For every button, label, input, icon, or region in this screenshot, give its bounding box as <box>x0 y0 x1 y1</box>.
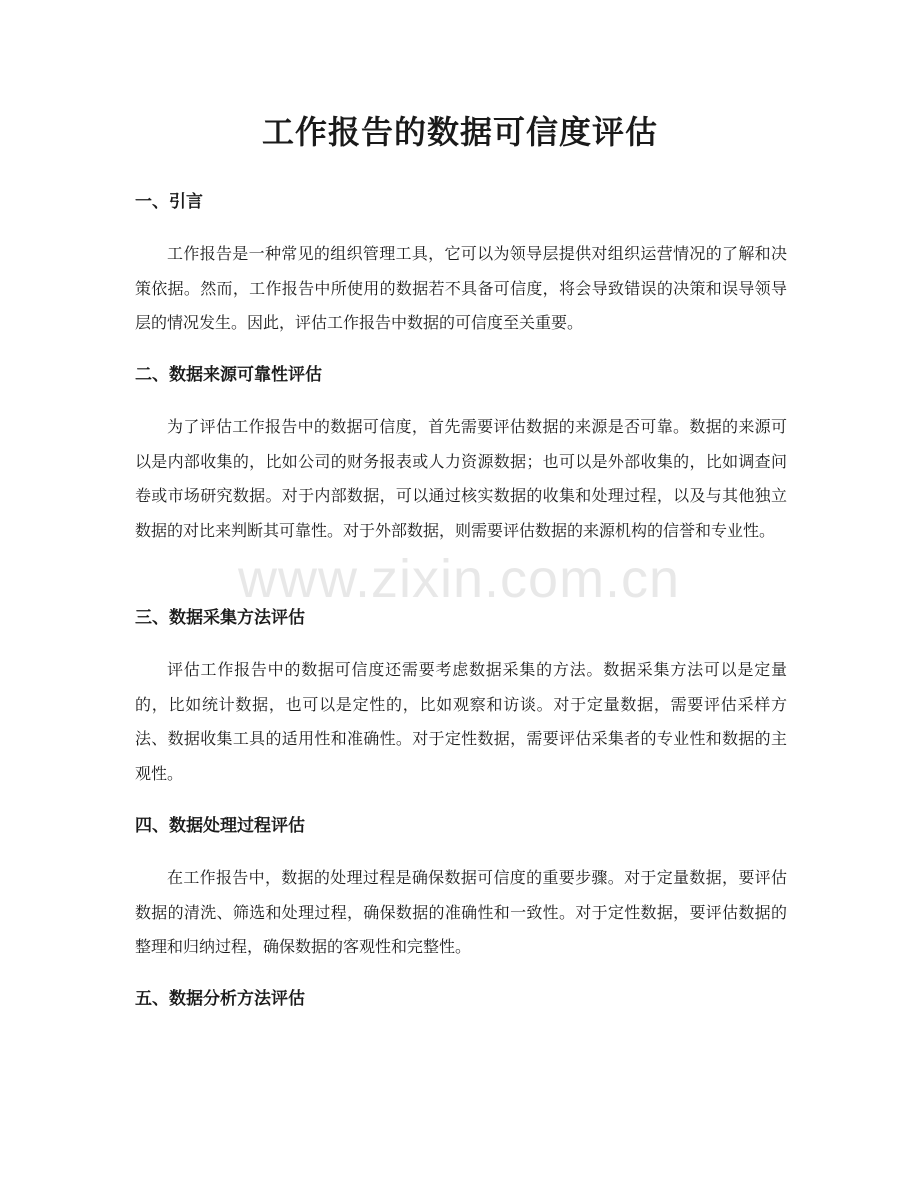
section-heading: 一、引言 <box>135 192 203 212</box>
section-heading: 二、数据来源可靠性评估 <box>135 365 322 385</box>
section-paragraph: 在工作报告中，数据的处理过程是确保数据可信度的重要步骤。对于定量数据，要评估数据的清洗、筛选和处理过程，确保数据的准确性和一致性。对于定性数据，要评估数据的整理和归纳过程，确保数据的客观性和完整性。 <box>135 868 787 956</box>
section-paragraph: 工作报告是一种常见的组织管理工具，它可以为领导层提供对组织运营情况的了解和决策依据。然而，工作报告中所使用的数据若不具备可信度，将会导致错误的决策和误导领导层的情况发生。因此，评估工作报告中数据的可信度至关重要。 <box>135 244 787 332</box>
section-processing <box>135 813 787 965</box>
page-title: 工作报告的数据可信度评估 <box>261 113 658 151</box>
section-paragraph: 为了评估工作报告中的数据可信度，首先需要评估数据的来源是否可靠。数据的来源可以是内部收集的，比如公司的财务报表或人力资源数据；也可以是外部收集的，比如调查问卷或市场研究数据。对于内部数据，可以通过核实数据的收集和处理过程，以及与其他独立数据的对比来判断其可靠性。对于外部数据，则需要评估数据的来源机构的信誉和专业性。 <box>135 417 787 540</box>
section-paragraph: 评估工作报告中的数据可信度还需要考虑数据采集的方法。数据采集方法可以是定量的，比如统计数据，也可以是定性的，比如观察和访谈。对于定量数据，需要评估采样方法、数据收集工具的适用性和准确性。对于定性数据，需要评估采集者的专业性和数据的主观性。 <box>135 660 787 783</box>
section-heading: 五、数据分析方法评估 <box>135 989 305 1009</box>
section-heading: 四、数据处理过程评估 <box>135 816 305 836</box>
section-heading: 三、数据采集方法评估 <box>135 608 305 628</box>
section-source-reliability <box>135 362 787 548</box>
section-analysis-method <box>135 986 787 1012</box>
watermark: www.zixin.com.cn <box>238 549 681 609</box>
section-introduction <box>135 189 787 341</box>
section-collection-method <box>135 605 787 791</box>
